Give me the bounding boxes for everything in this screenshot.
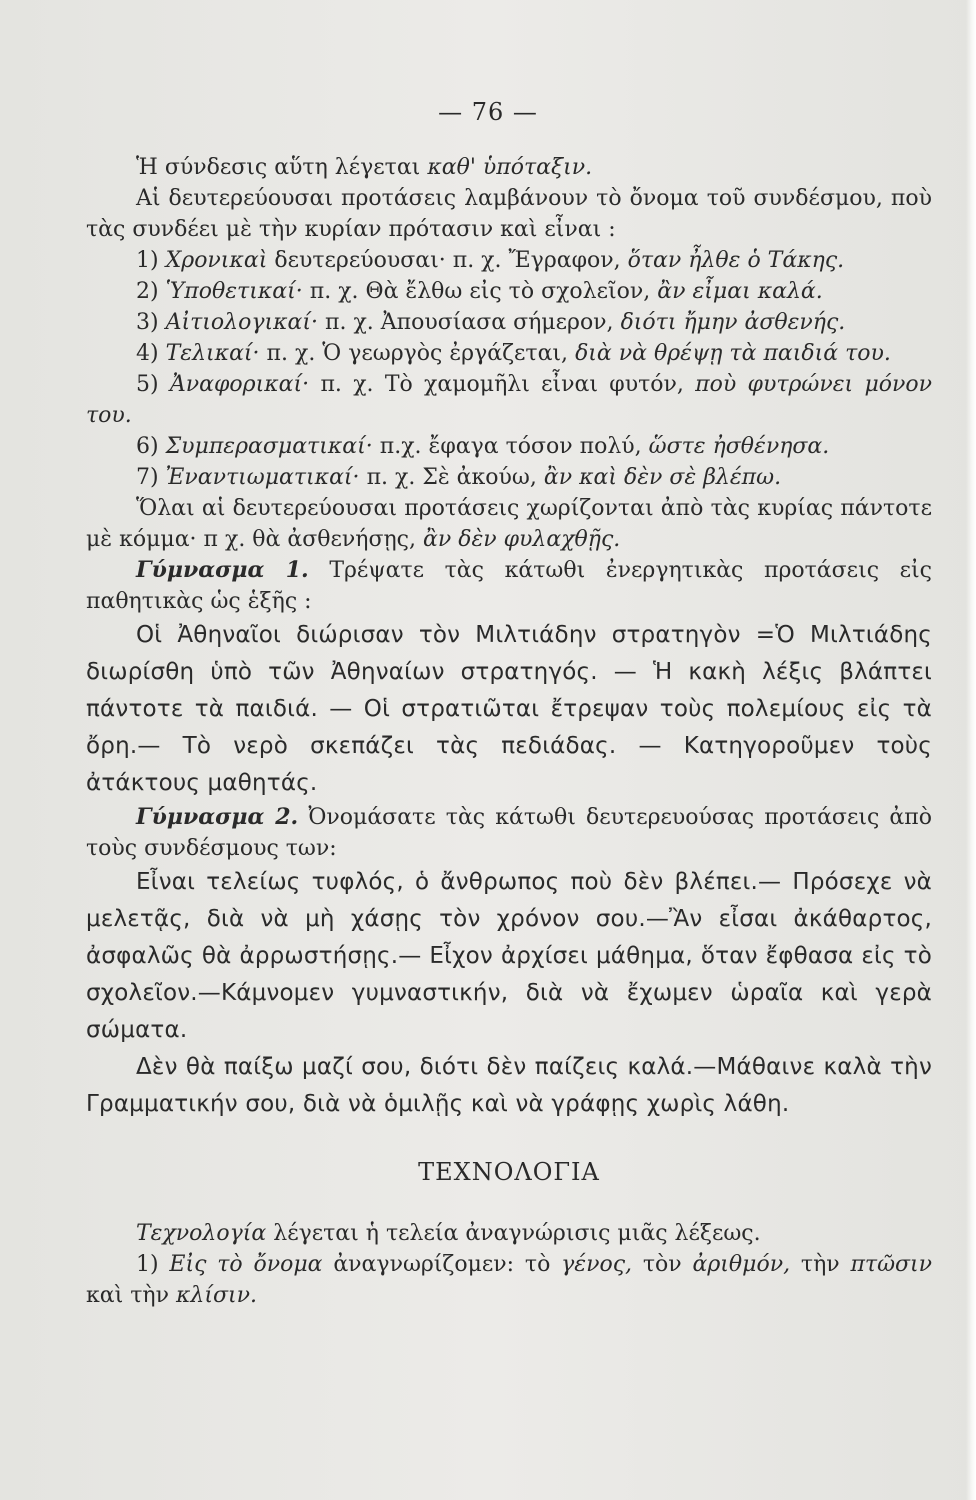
page-number: — 76 — xyxy=(438,98,538,126)
exercise-1-body: Οἱ Ἀθηναῖοι διώρισαν τὸν Μιλτιάδην στρατηγὸν =Ὁ Μιλτιάδης διωρίσθη ὑπὸ τῶν Ἀθηναίων στρατηγός. — Ἡ κακὴ λέξις βλάπτει πάντοτε τὰ παιδιά. — Οἱ στρατιῶται ἔτρεψαν τοὺς πολεμίους εἰς τὰ ὄρη.— Τὸ νερὸ σκεπάζει τὰς πεδιάδας. — Κατηγοροῦμεν τοὺς ἀτάκτους μαθητάς. xyxy=(86,622,932,796)
list-item: 1) Χρονικαὶ δευτερεύουσαι· π. χ. Ἔγραφον, ὅταν ἦλθε ὁ Τάκης. xyxy=(136,248,845,273)
list-item: 4) Τελικαί· π. χ. Ὁ γεωργὸς ἐργάζεται, διὰ νὰ θρέψῃ τὰ παιδιά του. xyxy=(136,341,891,366)
list-item: 5) Ἀναφορικαί· π. χ. Τὸ χαμομῆλι εἶναι φυτόν, ποὺ φυτρώνει μόνον του. xyxy=(86,372,933,428)
list-item: 2) Ὑποθετικαί· π. χ. Θὰ ἔλθω εἰς τὸ σχολεῖον, ἂν εἶμαι καλά. xyxy=(136,279,823,304)
paragraph-technologia-definition: Τεχνολογία λέγεται ἡ τελεία ἀναγνώρισις μιᾶς λέξεως. xyxy=(136,1221,761,1246)
exercise-2-body-1: Εἶναι τελείως τυφλός, ὁ ἄνθρωπος ποὺ δὲν βλέπει.— Πρόσεχε νὰ μελετᾷς, διὰ νὰ μὴ χάσῃς τὸν χρόνον σου.—Ἂν εἶσαι ἀκάθαρτος, ἀσφαλῶς θὰ ἀρρωστήσῃς.— Εἶχον ἀρχίσει μάθημα, ὅταν ἔφθασα εἰς τὸ σχολεῖον.—Κάμνομεν γυμναστικήν, διὰ νὰ ἔχωμεν ὡραῖα καὶ γερὰ σώματα. xyxy=(86,869,932,1043)
exercise-1-heading: Γύμνασμα 1. Τρέψατε τὰς κάτωθι ἐνεργητικὰς προτάσεις εἰς παθητικὰς ὡς ἑξῆς : xyxy=(86,557,932,614)
exercise-2-label: Γύμνασμα 2. xyxy=(136,804,299,830)
paragraph-intro: Ἡ σύνδεσις αὕτη λέγεται καθ' ὑπόταξιν. xyxy=(136,155,593,180)
exercise-2-body-2: Δὲν θὰ παίξω μαζί σου, διότι δὲν παίζεις καλά.—Μάθαινε καλὰ τὴν Γραμματικήν σου, διὰ νὰ ὁμιλῇς καὶ νὰ γράφῃς χωρὶς λάθη. xyxy=(86,1054,932,1117)
paragraph-comma-rule: Ὅλαι αἱ δευτερεύουσαι προτάσεις χωρίζονται ἀπὸ τὰς κυρίας πάντοτε μὲ κόμμα· π χ. θὰ ἀσθενήσῃς, ἂν δὲν φυλαχθῇς. xyxy=(86,496,932,552)
list-item: 7) Ἐναντιωματικαί· π. χ. Σὲ ἀκούω, ἂν καὶ δὲν σὲ βλέπω. xyxy=(136,465,782,490)
exercise-2-heading: Γύμνασμα 2. Ὀνομάσατε τὰς κάτωθι δευτερευούσας προτάσεις ἀπὸ τοὺς συνδέσμους των: xyxy=(86,804,932,861)
paragraph-definition: Αἱ δευτερεύουσαι προτάσεις λαμβάνουν τὸ ὄνομα τοῦ συνδέσμου, ποὺ τὰς συνδέει μὲ τὴν κυρίαν πρότασιν καὶ εἶναι : xyxy=(86,186,932,242)
paragraph-technologia-item: 1) Εἰς τὸ ὄνομα ἀναγνωρίζομεν: τὸ γένος, τὸν ἀριθμόν, τὴν πτῶσιν καὶ τὴν κλίσιν. xyxy=(86,1252,933,1308)
list-item: 3) Αἰτιολογικαί· π. χ. Ἀπουσίασα σήμερον, διότι ἤμην ἀσθενής. xyxy=(136,310,846,335)
list-item: 6) Συμπερασματικαί· π.χ. ἔφαγα τόσον πολύ, ὥστε ἠσθένησα. xyxy=(136,434,830,459)
page-content xyxy=(86,152,932,1311)
exercise-1-label: Γύμνασμα 1. xyxy=(136,557,309,583)
section-title: ΤΕΧΝΟΛΟΓΙΑ xyxy=(418,1158,600,1186)
